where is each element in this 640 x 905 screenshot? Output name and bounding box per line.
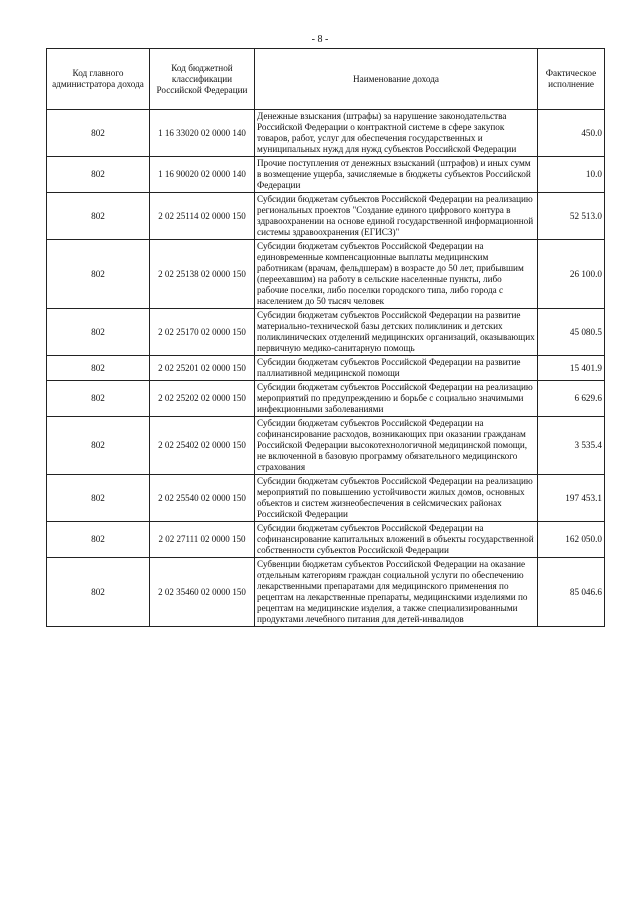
admin-code-cell: 802 — [47, 522, 150, 558]
actual-amount-cell: 162 050.0 — [538, 522, 605, 558]
table-row — [47, 522, 605, 558]
table-row — [47, 417, 605, 475]
budget-code-cell: 2 02 25201 02 0000 150 — [150, 356, 255, 381]
budget-code-cell: 2 02 25402 02 0000 150 — [150, 417, 255, 475]
actual-amount-cell: 197 453.1 — [538, 475, 605, 522]
actual-amount-cell: 450.0 — [538, 110, 605, 157]
admin-code-cell: 802 — [47, 193, 150, 240]
income-name-cell: Субсидии бюджетам субъектов Российской Федерации на софинансирование капитальных вложений в объекты государственной собственности субъектов Российской Федерации — [255, 522, 538, 558]
table-header-row — [47, 49, 605, 110]
actual-amount-cell: 6 629.6 — [538, 381, 605, 417]
budget-code-cell: 2 02 25170 02 0000 150 — [150, 309, 255, 356]
budget-code-cell: 2 02 25138 02 0000 150 — [150, 240, 255, 309]
table-row — [47, 381, 605, 417]
table-row — [47, 309, 605, 356]
table-row — [47, 240, 605, 309]
budget-code-cell: 2 02 25540 02 0000 150 — [150, 475, 255, 522]
actual-amount-cell: 45 080.5 — [538, 309, 605, 356]
actual-amount-cell: 10.0 — [538, 157, 605, 193]
revenue-table — [46, 48, 605, 627]
budget-code-cell: 2 02 35460 02 0000 150 — [150, 558, 255, 627]
table-row — [47, 157, 605, 193]
income-name-cell: Прочие поступления от денежных взысканий (штрафов) и иных сумм в возмещение ущерба, зачисляемые в бюджеты субъектов Российской Федерации — [255, 157, 538, 193]
income-name-cell: Субсидии бюджетам субъектов Российской Федерации на реализацию региональных проектов "Создание единого цифрового контура в здравоохранении на основе единой государственной информационной системы здравоохранения (ЕГИСЗ)" — [255, 193, 538, 240]
admin-code-cell: 802 — [47, 558, 150, 627]
admin-code-cell: 802 — [47, 309, 150, 356]
income-name-cell: Субсидии бюджетам субъектов Российской Федерации на реализацию мероприятий по предупреждению и борьбе с социально значимыми инфекционными заболеваниями — [255, 381, 538, 417]
admin-code-cell: 802 — [47, 475, 150, 522]
income-name-cell: Денежные взыскания (штрафы) за нарушение законодательства Российской Федерации о контрактной системе в сфере закупок товаров, работ, услуг для обеспечения государственных и муниципальных нужд для нужд субъектов Российской Федерации — [255, 110, 538, 157]
admin-code-cell: 802 — [47, 157, 150, 193]
header-income-name: Наименование дохода — [255, 49, 538, 110]
income-name-cell: Субсидии бюджетам субъектов Российской Федерации на реализацию мероприятий по повышению устойчивости жилых домов, основных объектов и систем жизнеобеспечения в сейсмических районах Российской Федерации — [255, 475, 538, 522]
income-name-cell: Субсидии бюджетам субъектов Российской Федерации на единовременные компенсационные выплаты медицинским работникам (врачам, фельдшерам) в возрасте до 50 лет, прибывшим (переехавшим) на работу в сельские населенные пункты, либо рабочие поселки, либо поселки городского типа, либо города с населением до 50 тысяч человек — [255, 240, 538, 309]
actual-amount-cell: 85 046.6 — [538, 558, 605, 627]
budget-code-cell: 2 02 25202 02 0000 150 — [150, 381, 255, 417]
actual-amount-cell: 15 401.9 — [538, 356, 605, 381]
table-row — [47, 558, 605, 627]
page-number: - 8 - — [311, 34, 329, 45]
actual-amount-cell: 52 513.0 — [538, 193, 605, 240]
admin-code-cell: 802 — [47, 417, 150, 475]
income-name-cell: Субсидии бюджетам субъектов Российской Федерации на развитие паллиативной медицинской помощи — [255, 356, 538, 381]
actual-amount-cell: 26 100.0 — [538, 240, 605, 309]
income-name-cell: Субвенции бюджетам субъектов Российской Федерации на оказание отдельным категориям граждан социальной услуги по обеспечению лекарственными препаратами для медицинского применения по рецептам на лекарственные препараты, медицинскими изделиями по рецептам на медицинские изделия, а также специализированными продуктами лечебного питания для детей-инвалидов — [255, 558, 538, 627]
budget-code-cell: 1 16 90020 02 0000 140 — [150, 157, 255, 193]
table-row — [47, 110, 605, 157]
budget-code-cell: 1 16 33020 02 0000 140 — [150, 110, 255, 157]
budget-code-cell: 2 02 25114 02 0000 150 — [150, 193, 255, 240]
admin-code-cell: 802 — [47, 381, 150, 417]
header-actual: Фактическое исполнение — [538, 49, 605, 110]
admin-code-cell: 802 — [47, 240, 150, 309]
admin-code-cell: 802 — [47, 110, 150, 157]
header-budget-code: Код бюджетной классификации Российской Федерации — [150, 49, 255, 110]
table-row — [47, 193, 605, 240]
income-name-cell: Субсидии бюджетам субъектов Российской Федерации на софинансирование расходов, возникающих при оказании гражданам Российской Федерации высокотехнологичной медицинской помощи, не включенной в базовую программу обязательного медицинского страхования — [255, 417, 538, 475]
header-admin-code: Код главного администратора дохода — [47, 49, 150, 110]
income-name-cell: Субсидии бюджетам субъектов Российской Федерации на развитие материально-технической базы детских поликлиник и детских поликлинических отделений медицинских организаций, оказывающих первичную медико-санитарную помощь — [255, 309, 538, 356]
table-row — [47, 475, 605, 522]
table-row — [47, 356, 605, 381]
actual-amount-cell: 3 535.4 — [538, 417, 605, 475]
admin-code-cell: 802 — [47, 356, 150, 381]
budget-code-cell: 2 02 27111 02 0000 150 — [150, 522, 255, 558]
